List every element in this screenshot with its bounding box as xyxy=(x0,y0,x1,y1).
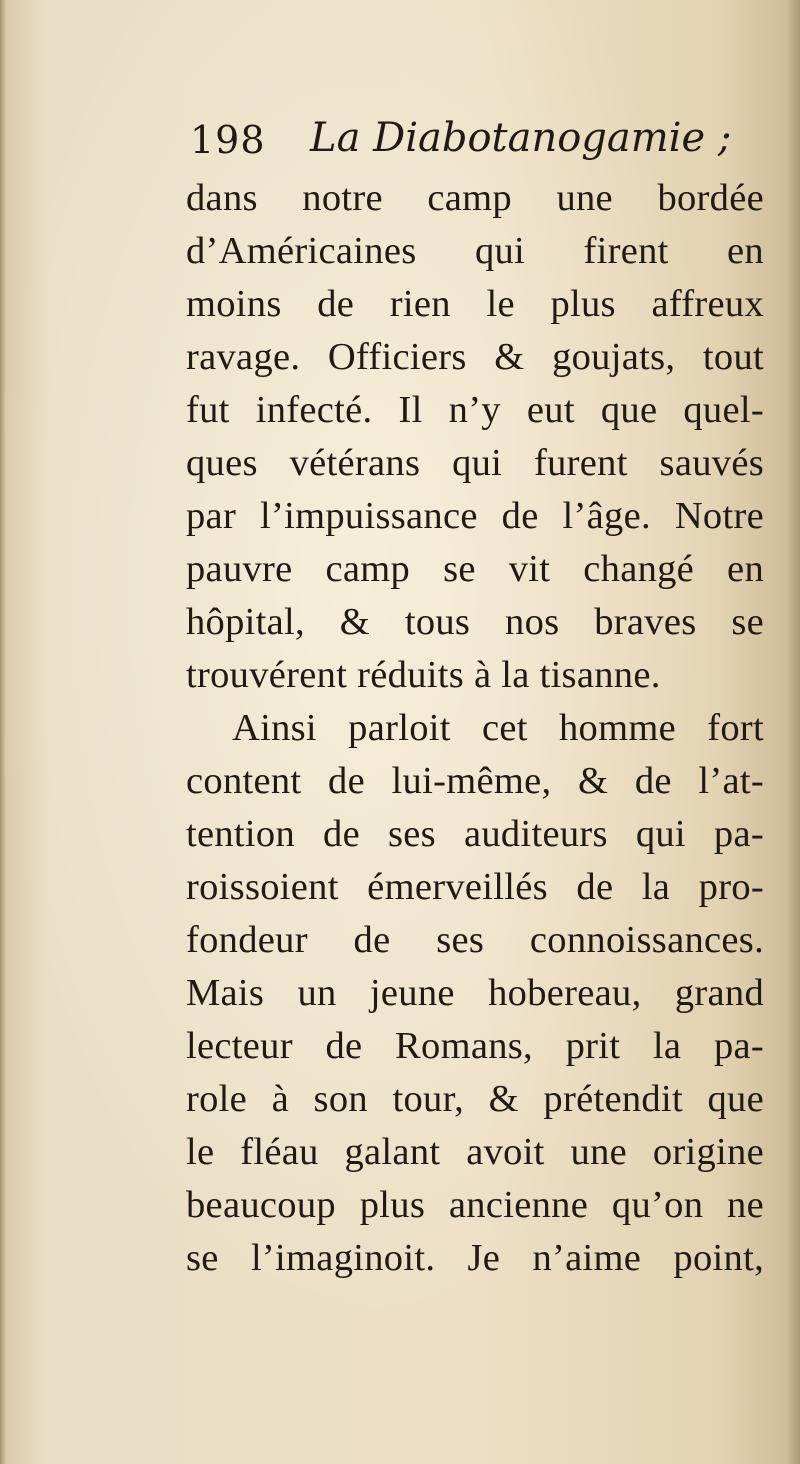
text-line: moins de rien le plus affreux xyxy=(186,283,764,325)
page-gutter-shadow xyxy=(786,0,800,1464)
page-left-edge xyxy=(0,0,6,1464)
text-line: ravage. Officiers & goujats, tout xyxy=(186,336,764,378)
text-line: lecteur de Romans, prit la pa- xyxy=(186,1025,764,1067)
running-header xyxy=(190,112,732,168)
paragraph-start-line: Ainsi parloit cet homme fort xyxy=(232,707,764,749)
text-line: hôpital, & tous nos braves se xyxy=(186,601,764,643)
text-line: d’Américaines qui firent en xyxy=(186,230,764,272)
text-line: ques vétérans qui furent sauvés xyxy=(186,442,764,484)
text-line: trouvérent réduits à la tisanne. xyxy=(186,654,661,696)
text-line: Mais un jeune hobereau, grand xyxy=(186,972,764,1014)
text-line: fut infecté. Il n’y eut que quel- xyxy=(186,389,764,431)
text-line: beaucoup plus ancienne qu’on ne xyxy=(186,1184,764,1226)
text-line: tention de ses auditeurs qui pa- xyxy=(186,813,764,855)
page-number: 198 xyxy=(190,118,266,162)
running-title: La Diabotanogamie ; xyxy=(310,115,732,161)
body-text xyxy=(186,172,764,1285)
text-line: le fléau galant avoit une origine xyxy=(186,1131,764,1173)
text-line: content de lui-même, & de l’at- xyxy=(186,760,764,802)
text-line: par l’impuissance de l’âge. Notre xyxy=(186,495,764,537)
text-line: pauvre camp se vit changé en xyxy=(186,548,764,590)
text-line: dans notre camp une bordée xyxy=(186,177,764,219)
text-line: roissoient émerveillés de la pro- xyxy=(186,866,764,908)
text-line: fondeur de ses connoissances. xyxy=(186,919,764,961)
text-line: se l’imaginoit. Je n’aime point, xyxy=(186,1237,764,1279)
text-line: role à son tour, & prétendit que xyxy=(186,1078,764,1120)
